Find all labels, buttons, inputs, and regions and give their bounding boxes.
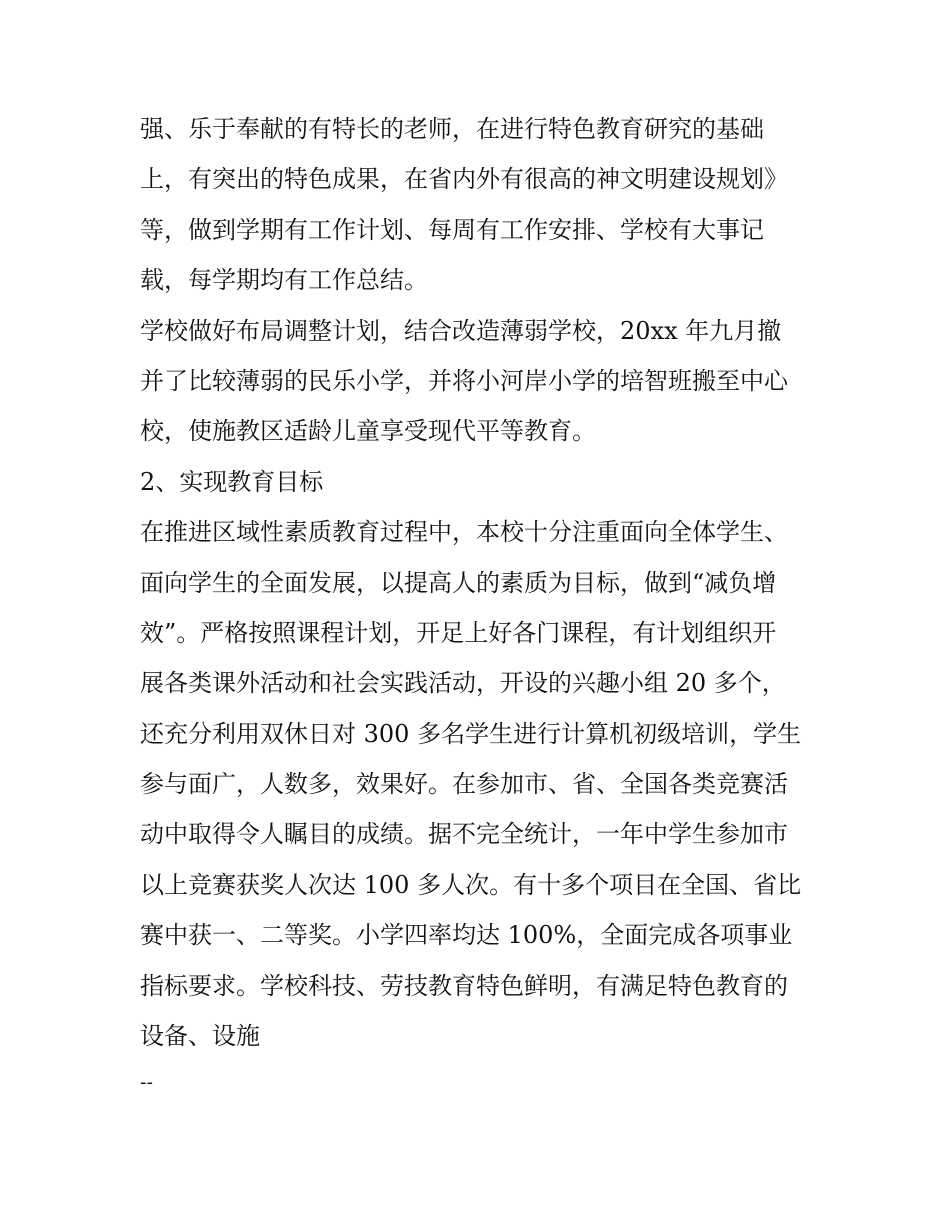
text-line: 等，做到学期有工作计划、每周有工作安排、学校有大事记 bbox=[140, 215, 764, 244]
text-line: 展各类课外活动和社会实践活动，开设的兴趣小组 20 多个， bbox=[140, 669, 786, 698]
document-body bbox=[140, 104, 820, 1061]
text-line: 载，每学期均有工作总结。 bbox=[140, 266, 428, 295]
text-line: 参与面广，人数多，效果好。在参加市、省、全国各类竞赛活 bbox=[140, 770, 788, 799]
text-line: 上，有突出的特色成果，在省内外有很高的神文明建设规划》 bbox=[140, 165, 788, 194]
text-line: 在推进区域性素质教育过程中，本校十分注重面向全体学生、 bbox=[140, 518, 788, 547]
text-line: 指标要求。学校科技、劳技教育特色鲜明，有满足特色教育的 bbox=[140, 971, 788, 1000]
section-heading: 2、实现教育目标 bbox=[140, 467, 324, 496]
text-line: 并了比较薄弱的民乐小学，并将小河岸小学的培智班搬至中心 bbox=[140, 366, 788, 395]
text-line: 校，使施教区适龄儿童享受现代平等教育。 bbox=[140, 417, 596, 446]
text-line: 面向学生的全面发展，以提高人的素质为目标，做到“减负增 bbox=[140, 568, 777, 597]
text-line: 动中取得令人瞩目的成绩。据不完全统计，一年中学生参加市 bbox=[140, 820, 788, 849]
text-line: 赛中获一、二等奖。小学四率均达 100%，全面完成各项事业 bbox=[140, 921, 793, 950]
text-line: 强、乐于奉献的有特长的老师，在进行特色教育研究的基础 bbox=[140, 115, 764, 143]
text-line: 效”。严格按照课程计划，开足上好各门课程，有计划组织开 bbox=[140, 618, 777, 647]
text-line: 以上竞赛获奖人次达 100 多人次。有十多个项目在全国、省比 bbox=[140, 870, 802, 899]
text-line: 学校做好布局调整计划，结合改造薄弱学校，20xx 年九月撤 bbox=[140, 316, 782, 345]
text-line: 设备、设施 bbox=[140, 1022, 260, 1051]
page-footer-dash: -- bbox=[140, 1072, 153, 1093]
text-line: 还充分利用双休日对 300 多名学生进行计算机初级培训，学生 bbox=[140, 719, 802, 748]
